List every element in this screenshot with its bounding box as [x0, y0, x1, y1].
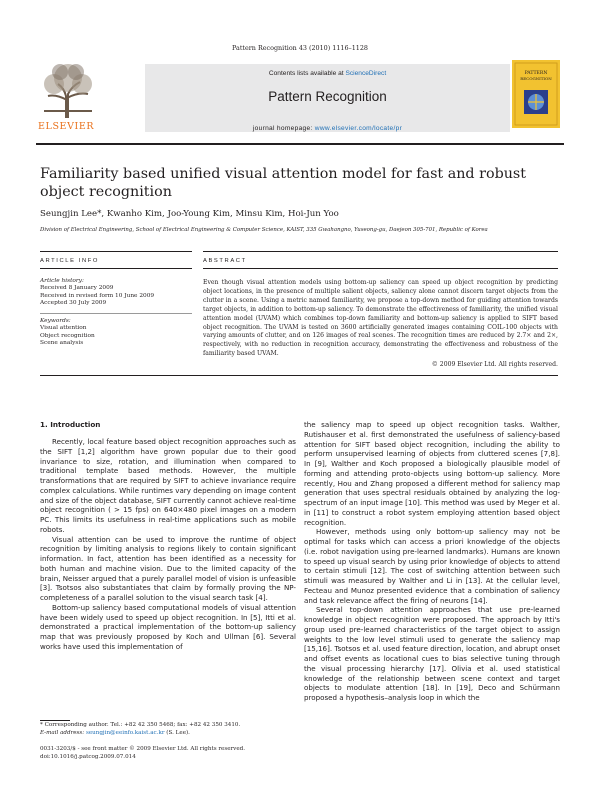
abstract-rule — [203, 251, 558, 252]
keywords-divider — [40, 313, 192, 314]
article-info-label: ARTICLE INFO — [40, 258, 100, 264]
abstract-text: Even though visual attention models using bottom-up saliency can speed up object recognition by predicting object locations, in the presence of multiple salient objects, saliency alone cannot discern target objects from the clutter in a scene. Using a metric named familiarity, we propose a top-down method for guiding attention towards target objects, in addition to bottom-up saliency. To demonstrate the effectiveness of familiarity, the unified visual attention model (UVAM) which combines top-down familiarity and bottom-up saliency is applied to SIFT based object recognition. The UVAM is tested on 3600 artificially generated images containing COIL-100 objects with varying amounts of clutter, and on 126 images of real scenes. The recognition times are reduced by 2.7× and 2×, respectively, with no reduction in recognition accuracy, demonstrating the effectiveness and robustness of the familiarity based UVAM. — [203, 279, 558, 358]
issn-line: 0031-3203/$ - see front matter © 2009 Elsevier Ltd. All rights reserved. — [40, 746, 246, 752]
header-rule — [36, 143, 564, 145]
email-link[interactable]: seungjin@eeinfo.kaist.ac.kr — [85, 729, 165, 736]
abstract-rule-2 — [203, 268, 558, 269]
abstract-label: ABSTRACT — [203, 258, 247, 264]
keyword: Object recognition — [40, 332, 95, 339]
cover-image-icon — [512, 60, 560, 128]
affiliation: Division of Electrical Engineering, School of Electrical Engineering & Computer Science, KAIST, 335 Gwahangno, Yuseong-gu, Daejeon 305-701, Republic of Korea — [40, 227, 488, 233]
history-revised: Received in revised form 10 June 2009 — [40, 292, 155, 299]
email-line — [40, 730, 300, 738]
doi-line: doi:10.1016/j.patcog.2009.07.014 — [40, 753, 136, 760]
body-left-column — [40, 437, 296, 652]
keywords — [40, 318, 190, 347]
paragraph: However, methods using only bottom-up saliency may not be optimal for tasks which can access a priori knowledge of the objects (i.e. robot navigation using pre-learned landmarks). Humans are known to speed up visual search by using prior knowledge of objects to attend to certain stimuli [12]. The cost of switching attention between such stimuli was measured by Walther and Li in [13]. At the cellular level, Fecteau and Munoz presented evidence that a combination of saliency and task relevance affect the firing of neurons [14]. — [304, 527, 560, 605]
contents-prefix: Contents lists available at — [268, 70, 344, 77]
article-history — [40, 278, 190, 307]
history-label: Article history: — [40, 278, 84, 284]
elsevier-wordmark: ELSEVIER — [38, 121, 95, 132]
running-head: Pattern Recognition 43 (2010) 1116–1128 — [232, 44, 368, 52]
issn-block — [40, 746, 245, 762]
section-heading: 1. Introduction — [40, 420, 101, 429]
homepage-line — [145, 125, 510, 132]
paragraph: Bottom-up saliency based computational models of visual attention have been widely used to speed up object recognition. In [5], Itti et al. demonstrated a practical implementation of the bottom-up saliency map that was previously proposed by Koch and Ullman [6]. Several works have used this implementation of — [40, 602, 296, 651]
contents-line — [145, 70, 510, 77]
abstract-bottom-rule — [40, 375, 558, 376]
sciencedirect-link[interactable]: ScienceDirect — [345, 70, 387, 77]
keyword: Visual attention — [40, 325, 87, 332]
email-label: E-mail address: — [40, 729, 85, 736]
article-info-rule — [40, 251, 192, 252]
homepage-prefix: journal homepage: — [252, 125, 313, 132]
article-info-rule-2 — [40, 268, 192, 269]
homepage-link[interactable]: www.elsevier.com/locate/pr — [314, 125, 403, 132]
paragraph: the saliency map to speed up object recognition tasks. Walther, Rutishauser et al. first demonstrated the usefulness of saliency-based attention for SIFT based object recognition, including the ability to perform unsupervised learning of objects from cluttered scenes [7,8]. In [9], Walther and Koch proposed a biologically plausible model of forming and attending proto-objects using bottom-up saliency. More recently, Hou and Zhang proposed a different method for saliency map generation that uses spectral residuals obtained by analyzing the log-spectrum of an input image [10]. This method was used by Meger et al. in [11] to construct a robot system employing attention based object recognition. — [304, 420, 560, 527]
cover-title-line1: PATTERN — [524, 71, 548, 76]
keyword: Scene analysis — [40, 339, 84, 346]
author-list: Seungjin Lee*, Kwanho Kim, Joo-Young Kim, Minsu Kim, Hoi-Jun Yoo — [40, 209, 339, 219]
journal-cover — [512, 60, 560, 128]
footnote-rule — [40, 720, 70, 721]
elsevier-tree-icon — [36, 60, 100, 120]
journal-name: Pattern Recognition — [268, 89, 387, 104]
footnote — [40, 722, 300, 738]
paragraph: Visual attention can be used to improve the runtime of object recognition by limiting analysis to regions likely to contain significant information. In fact, attention has been identified as a necessity for both human and machine vision. Due to the limited capacity of the brain, Neisser argued that a purely parallel model of vision is unfeasible [3]. Tsotsos also substantiates that claim by formally proving the NP-completeness of a parallel solution to the visual search task [4]. — [40, 534, 297, 602]
email-suffix: (S. Lee). — [166, 729, 190, 736]
article-title: Familiarity based unified visual attention model for fast and robust object recognition — [40, 166, 527, 200]
history-accepted: Accepted 30 July 2009 — [40, 299, 107, 306]
body-right-column — [304, 420, 560, 703]
paragraph: Several top-down attention approaches that use pre-learned knowledge in object recognition were proposed. The approach by Itti's group used pre-learned characteristics of the target object to assign weights to the low level stimuli used to generate the saliency map [15,16]. Tsotsos et al. used feature direction, location, and abrupt onset and offset events as locational cues to bias selective tuning through the visual processing hierarchy [17]. Olivia et al. used statistical knowledge of the relationship between scene context and target objects to modulate attention [18]. In [19], Deco and Schürmann proposed a hypothesis–analysis loop in which the — [304, 605, 560, 702]
paragraph: Recently, local feature based object recognition approaches such as the SIFT [1,2] algorithm have grown popular due to their good invariance to size, rotation, and illumination when compared to traditional template based methods. However, the multiple transformations that are required by SIFT to achieve invariance require complex calculations. While runtimes vary depending on image content and size of the object database, SIFT currently cannot achieve real-time object recognition ( > 15 fps) on 640×480 pixel images on a modern PC. This limits its usefulness in real-time applications such as mobile robots. — [40, 437, 296, 534]
history-received: Received 8 January 2009 — [40, 285, 114, 292]
keywords-label: Keywords: — [40, 318, 71, 324]
corresponding-author: * Corresponding author. Tel.: +82 42 350 5468; fax: +82 42 350 3410. — [40, 722, 241, 728]
cover-title-line2: RECOGNITION — [520, 76, 552, 81]
abstract-copyright: © 2009 Elsevier Ltd. All rights reserved. — [431, 361, 558, 368]
